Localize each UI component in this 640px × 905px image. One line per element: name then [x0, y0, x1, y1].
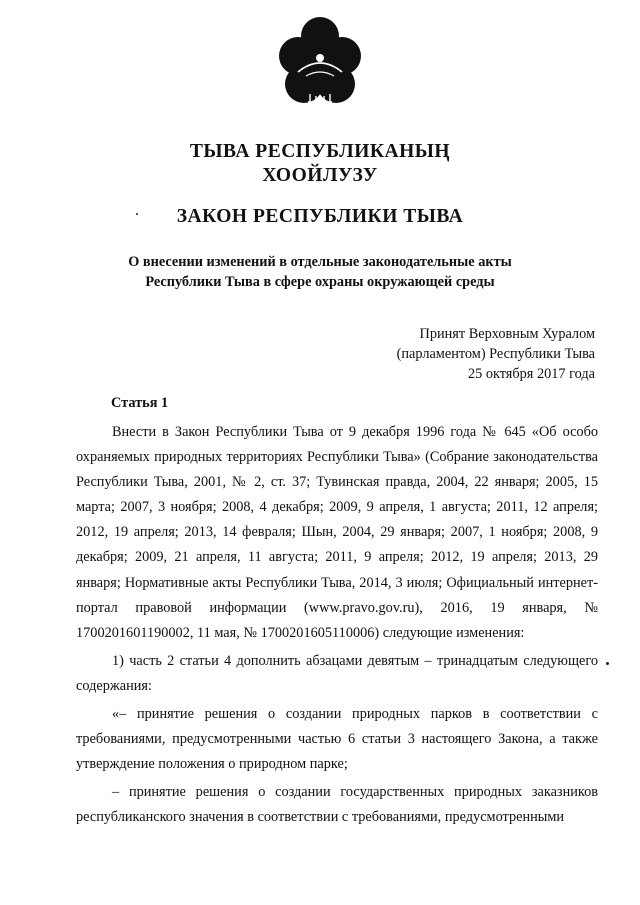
tyvan-title-line1: ТЫВА РЕСПУБЛИКАНЫҢ	[189, 141, 451, 162]
article-paragraph-quote-1: «– принятие решения о создании природных парков в соответствии с требованиями, предусмотренными частью 6 статьи 3 настоящего Закона, а также утверждение положения о природном парке;	[76, 706, 598, 773]
adoption-line1: Принят Верховным Хуралом	[419, 326, 595, 342]
tyvan-title	[0, 140, 640, 188]
article-body	[76, 420, 598, 831]
adoption-block	[397, 324, 595, 384]
article-paragraph-item-1: 1) часть 2 статьи 4 дополнить абзацами девятым – тринадцатым следующего содержания:	[76, 652, 598, 694]
article-paragraph-intro: Внести в Закон Республики Тыва от 9 декабря 1996 года № 645 «Об особо охраняемых природных территориях Республики Тыва» (Собрание законодательства Республики Тыва, 2001, № 2, ст. 37; Тувинская правда, 2004, 22 января; 2005, 15 марта; 2007, 3 ноября; 2008, 4 декабря; 2009, 9 апреля, 1 августа; 2011, 12 апреля; 2012, 19 апреля; 2013, 14 февраля; Шын, 2004, 29 января; 2007, 1 ноября; 2008, 9 декабря; 2009, 21 апреля, 11 августа; 2011, 9 апреля; 2012, 19 апреля; 2013, 29 января; Нормативные акты Республики Тыва, 2014, 3 июля; Официальный интернет-портал правовой информации (www.pravo.gov.ru), 2016, 19 января, № 1700201601190002, 11 мая, № 1700201605110006) следующие изменения:	[76, 424, 598, 641]
scan-speck	[136, 213, 138, 215]
law-subtitle	[0, 252, 640, 292]
adoption-line2: (парламентом) Республики Тыва	[396, 346, 595, 362]
law-subtitle-line2: Республики Тыва в сфере охраны окружающей среды	[145, 274, 495, 290]
law-subtitle-line1: О внесении изменений в отдельные законодательные акты	[128, 254, 512, 270]
article-paragraph-quote-2: – принятие решения о создании государственных природных заказников республиканского значения в соответствии с требованиями, предусмотренными	[76, 784, 598, 826]
document-title: ЗАКОН РЕСПУБЛИКИ ТЫВА	[176, 206, 464, 227]
scan-speck	[606, 662, 609, 665]
tyvan-title-line2: ХООЙЛУЗУ	[262, 165, 378, 186]
adoption-date: 25 октября 2017 года	[467, 366, 595, 382]
coat-of-arms-emblem	[276, 14, 364, 112]
article-title: Статья 1	[111, 395, 169, 411]
